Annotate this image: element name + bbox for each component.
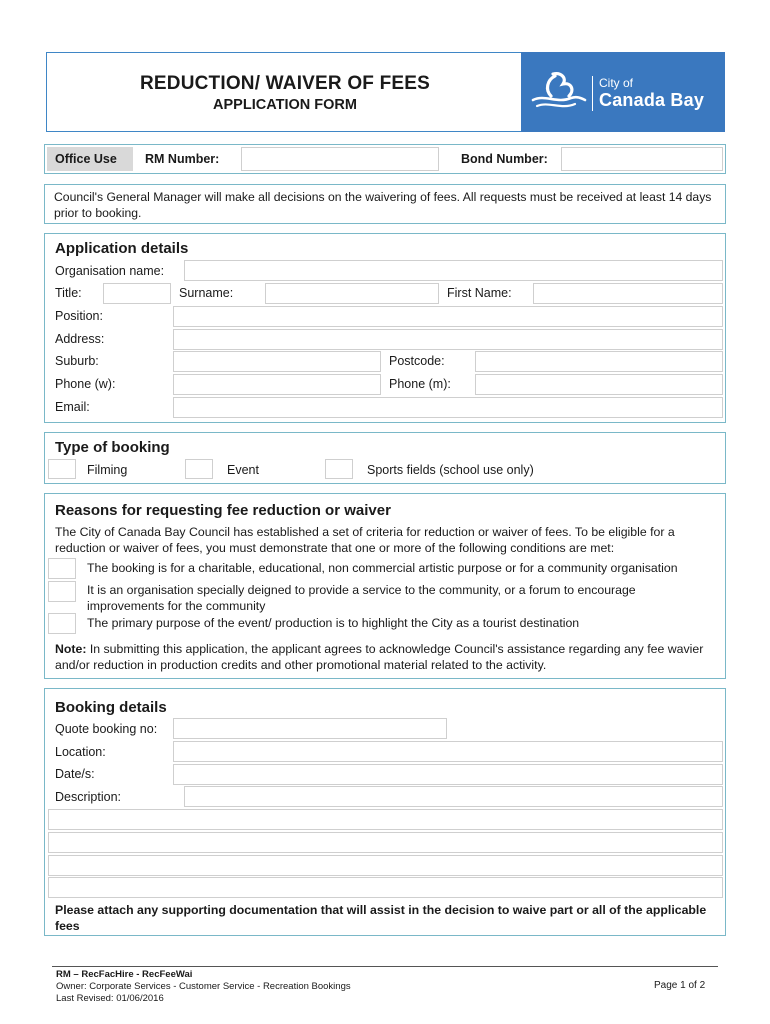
logo-divider <box>592 76 593 111</box>
address-label: Address: <box>55 332 105 346</box>
criterion-community-text: It is an organisation specially deigned to provide a service to the community, or a forum to encourage improvements for the community <box>87 583 636 613</box>
organisation-label: Organisation name: <box>55 264 165 278</box>
dates-field[interactable] <box>173 764 723 785</box>
surname-label: Surname: <box>179 286 234 300</box>
booking-details-box <box>44 688 726 936</box>
council-logo <box>521 52 725 132</box>
rm-number-field[interactable] <box>241 147 439 171</box>
office-use-box <box>44 144 726 174</box>
description-line-3[interactable] <box>48 832 723 853</box>
footer-record-code: RM – RecFacHire - RecFeeWai <box>56 969 193 980</box>
canada-bay-logo-icon <box>531 70 587 114</box>
reasons-note <box>55 641 715 673</box>
title-label: Title: <box>55 286 82 300</box>
title-field[interactable] <box>103 283 171 304</box>
footer-owner: Owner: Corporate Services - Customer Service - Recreation Bookings <box>56 981 351 992</box>
description-line-2[interactable] <box>48 809 723 830</box>
surname-field[interactable] <box>265 283 439 304</box>
booking-type-title: Type of booking <box>55 439 170 456</box>
office-use-tag: Office Use <box>47 147 133 171</box>
phone-mobile-field[interactable] <box>475 374 723 395</box>
logo-name-text: Canada Bay <box>599 90 705 110</box>
reasons-box <box>44 493 726 679</box>
location-field[interactable] <box>173 741 723 762</box>
organisation-field[interactable] <box>184 260 723 281</box>
form-title: REDUCTION/ WAIVER OF FEES <box>139 73 431 94</box>
footer-divider <box>52 966 718 967</box>
notice-text: Council's General Manager will make all decisions on the waivering of fees. All requests must be received at least 14 days prior to booking. <box>54 190 712 220</box>
description-label: Description: <box>55 790 121 804</box>
filming-checkbox[interactable] <box>48 459 76 479</box>
sports-fields-checkbox[interactable] <box>325 459 353 479</box>
footer-page-number: Page 1 of 2 <box>654 980 706 991</box>
application-details-box <box>44 233 726 423</box>
criterion-charitable-text: The booking is for a charitable, educational, non commercial artistic purpose or for a community organisation <box>87 561 678 575</box>
notice-box <box>44 184 726 224</box>
attach-documentation-text: Please attach any supporting documentation that will assist in the decision to waive part or all of the applicable fees <box>55 903 707 933</box>
postcode-field[interactable] <box>475 351 723 372</box>
bond-number-label: Bond Number: <box>461 152 548 166</box>
logo-city-text: City of <box>599 76 634 90</box>
form-header <box>46 52 724 132</box>
footer-revised: Last Revised: 01/06/2016 <box>56 993 164 1004</box>
location-label: Location: <box>55 745 106 759</box>
phone-work-label: Phone (w): <box>55 377 116 391</box>
phone-mobile-label: Phone (m): <box>389 377 451 391</box>
criterion-tourism-text: The primary purpose of the event/ production is to highlight the City as a tourist destination <box>87 616 580 630</box>
email-label: Email: <box>55 400 90 414</box>
position-label: Position: <box>55 309 103 323</box>
address-field[interactable] <box>173 329 723 350</box>
bond-number-field[interactable] <box>561 147 723 171</box>
quote-booking-field[interactable] <box>173 718 447 739</box>
reasons-title: Reasons for requesting fee reduction or waiver <box>55 502 391 519</box>
suburb-label: Suburb: <box>55 354 99 368</box>
dates-label: Date/s: <box>55 767 95 781</box>
reasons-intro: The City of Canada Bay Council has established a set of criteria for reduction or waiver of fees. To be eligible for a reduction or waiver of fees, you must demonstrate that one or more of the following conditions are met: <box>55 525 675 555</box>
position-field[interactable] <box>173 306 723 327</box>
postcode-label: Postcode: <box>389 354 445 368</box>
booking-details-title: Booking details <box>55 699 167 716</box>
description-line-4[interactable] <box>48 855 723 876</box>
rm-number-label: RM Number: <box>145 152 220 166</box>
booking-type-box <box>44 432 726 484</box>
first-name-field[interactable] <box>533 283 723 304</box>
criterion-charitable-checkbox[interactable] <box>48 558 76 579</box>
filming-label: Filming <box>87 463 128 477</box>
application-details-title: Application details <box>55 240 189 257</box>
quote-booking-label: Quote booking no: <box>55 722 158 736</box>
phone-work-field[interactable] <box>173 374 381 395</box>
criterion-tourism-checkbox[interactable] <box>48 613 76 634</box>
description-field[interactable] <box>184 786 723 807</box>
note-text: In submitting this application, the applicant agrees to acknowledge Council's assistance regarding any fee wavier and/or reduction in production credits and other promotional material related to the activity. <box>55 642 704 672</box>
form-subtitle: APPLICATION FORM <box>213 97 357 113</box>
criterion-community-checkbox[interactable] <box>48 581 76 602</box>
event-label: Event <box>227 463 259 477</box>
note-label: Note: <box>55 642 87 656</box>
event-checkbox[interactable] <box>185 459 213 479</box>
suburb-field[interactable] <box>173 351 381 372</box>
description-line-5[interactable] <box>48 877 723 898</box>
first-name-label: First Name: <box>447 286 512 300</box>
email-field[interactable] <box>173 397 723 418</box>
sports-fields-label: Sports fields (school use only) <box>367 463 534 477</box>
